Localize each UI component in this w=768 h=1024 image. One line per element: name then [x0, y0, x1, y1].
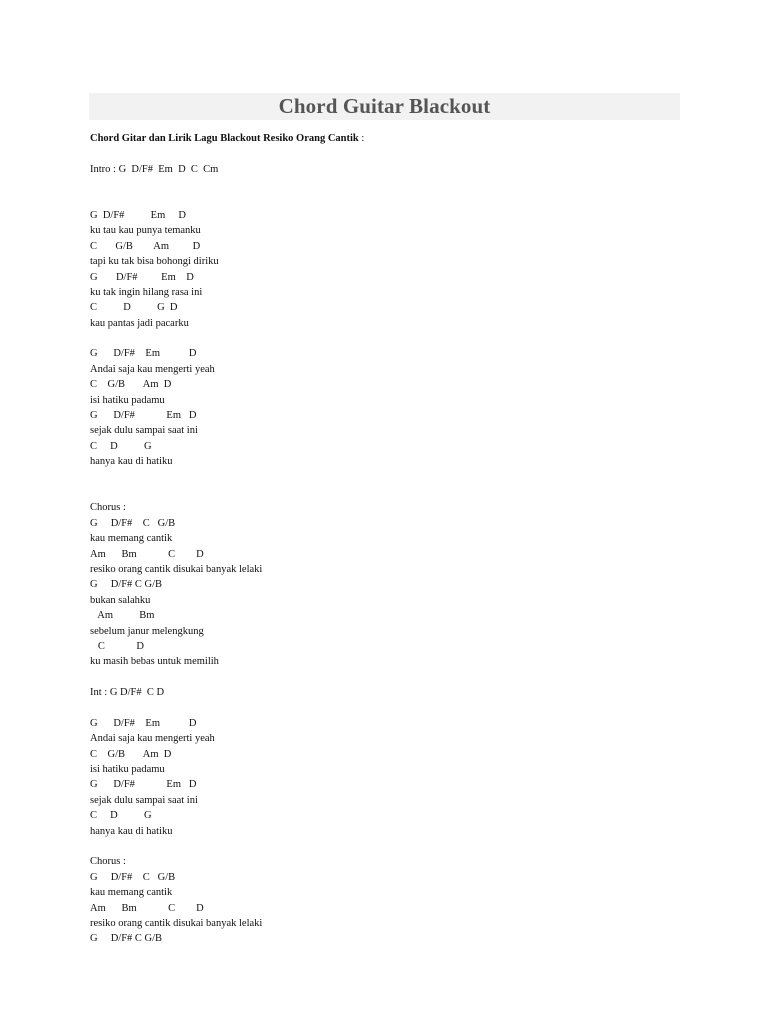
lyric-line: Andai saja kau mengerti yeah	[90, 733, 215, 745]
chord-line: G D/F# Em D	[90, 717, 197, 729]
spacer	[90, 146, 680, 161]
lyric-line: ku tau kau punya temanku	[90, 225, 201, 237]
lyric-line: ku masih bebas untuk memilih	[90, 656, 219, 668]
chord-line: C G/B Am D	[90, 240, 201, 252]
chord-line: Am Bm	[90, 610, 155, 622]
chord-line: G D/F# C G/B	[90, 517, 176, 529]
lyric-line: kau pantas jadi pacarku	[90, 317, 189, 329]
chord-line: Am Bm C D	[90, 548, 204, 560]
chord-line: G D/F# Em D	[90, 410, 197, 422]
section-label: Chorus :	[90, 502, 126, 514]
verse-3	[90, 716, 680, 839]
lyric-line: kau memang cantik	[90, 887, 173, 899]
lyric-line: hanya kau di hatiku	[90, 456, 173, 468]
lyric-line: isi hatiku padamu	[90, 394, 165, 406]
chord-line: G D/F# C G/B	[90, 871, 176, 883]
chord-line: G D/F# C G/B	[90, 579, 163, 591]
chord-line: C G/B Am D	[90, 379, 172, 391]
spacer	[90, 331, 680, 346]
chord-line: C D	[90, 640, 144, 652]
section-label: Chorus :	[90, 856, 126, 868]
lyric-line: resiko orang cantik disukai banyak lelaki	[90, 563, 263, 575]
title-bar	[89, 93, 680, 120]
lyric-line: sebelum janur melengkung	[90, 625, 204, 637]
spacer	[90, 700, 680, 715]
lyric-line: bukan salahku	[90, 594, 151, 606]
chord-line: G D/F# Em D	[90, 779, 197, 791]
chord-line: G D/F# Em D	[90, 209, 186, 221]
chorus-2	[90, 854, 680, 946]
page-title: Chord Guitar Blackout	[278, 94, 491, 118]
lyric-line: kau memang cantik	[90, 533, 173, 545]
chord-line: G D/F# Em D	[90, 271, 194, 283]
chord-line: C D G	[90, 440, 152, 452]
lyric-line: ku tak ingin hilang rasa ini	[90, 286, 203, 298]
chord-line: C G/B Am D	[90, 748, 172, 760]
lyric-line: isi hatiku padamu	[90, 764, 165, 776]
spacer	[90, 670, 680, 685]
verse-1	[90, 208, 680, 331]
subtitle-suffix: :	[358, 133, 365, 144]
lyric-line: Andai saja kau mengerti yeah	[90, 363, 215, 375]
interlude-line: Int : G D/F# C D	[90, 687, 165, 699]
subtitle: Chord Gitar dan Lirik Lagu Blackout Resiko Orang Cantik	[90, 133, 359, 144]
chord-line: G D/F# C G/B	[90, 933, 163, 945]
intro-line: Intro : G D/F# Em D C Cm	[90, 163, 219, 175]
lyric-line: sejak dulu sampai saat ini	[90, 794, 198, 806]
chord-line: G D/F# Em D	[90, 348, 197, 360]
spacer	[90, 177, 680, 208]
chorus-1	[90, 500, 680, 669]
subtitle-line	[90, 131, 680, 146]
chord-line: Am Bm C D	[90, 902, 204, 914]
spacer	[90, 839, 680, 854]
chord-line: C D G D	[90, 302, 178, 314]
lyric-line: resiko orang cantik disukai banyak lelaki	[90, 917, 263, 929]
verse-2	[90, 346, 680, 469]
spacer	[90, 470, 680, 501]
lyric-line: sejak dulu sampai saat ini	[90, 425, 198, 437]
chord-line: C D G	[90, 810, 152, 822]
lyric-line: hanya kau di hatiku	[90, 825, 173, 837]
lyric-line: tapi ku tak bisa bohongi diriku	[90, 256, 219, 268]
song-content	[90, 131, 680, 947]
